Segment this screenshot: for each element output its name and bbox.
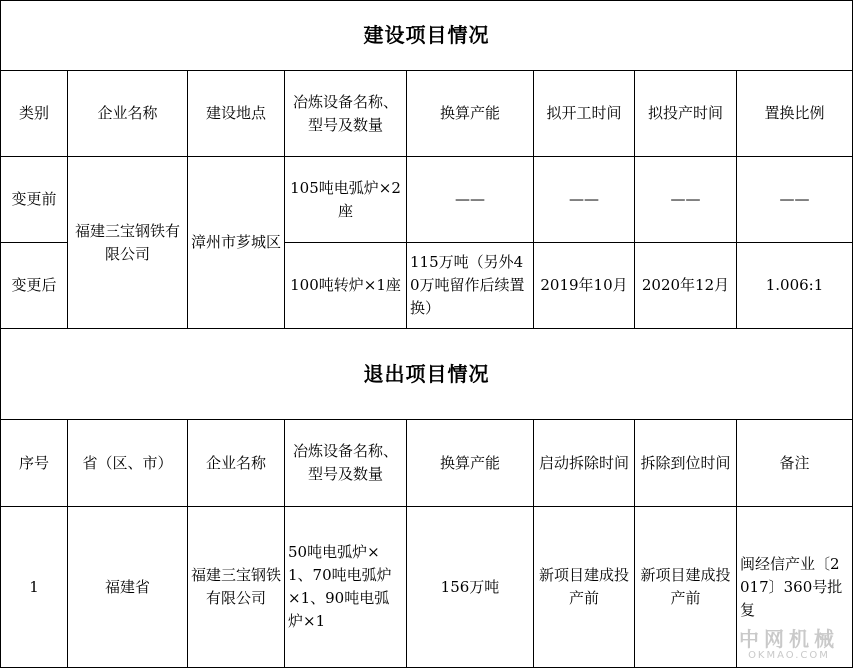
header-exit-capacity: 换算产能 — [407, 420, 534, 507]
header-demolition-start: 启动拆除时间 — [534, 420, 635, 507]
after-capacity: 115万吨（另外40万吨留作后续置换） — [407, 243, 534, 329]
header-province: 省（区、市） — [68, 420, 188, 507]
header-exit-equipment: 冶炼设备名称、型号及数量 — [285, 420, 407, 507]
exit-title-row — [1, 329, 853, 420]
exit-province: 福建省 — [68, 507, 188, 668]
construction-location: 漳州市芗城区 — [188, 157, 285, 329]
before-label: 变更前 — [1, 157, 68, 243]
after-production-time: 2020年12月 — [635, 243, 737, 329]
after-ratio: 1.006:1 — [737, 243, 853, 329]
header-demolition-done: 拆除到位时间 — [635, 420, 737, 507]
watermark-en: OKMAO.COM — [748, 650, 830, 661]
after-equipment: 100吨转炉×1座 — [285, 243, 407, 329]
header-category: 类别 — [1, 71, 68, 157]
watermark-cn: 中网机械 — [739, 627, 839, 651]
header-index: 序号 — [1, 420, 68, 507]
exit-company: 福建三宝钢铁有限公司 — [188, 507, 285, 668]
header-remark: 备注 — [737, 420, 853, 507]
after-start-time: 2019年10月 — [534, 243, 635, 329]
exit-index: 1 — [1, 507, 68, 668]
exit-demolition-done: 新项目建成投产前 — [635, 507, 737, 668]
exit-remark: 闽经信产业〔2017〕360号批复 — [737, 507, 853, 668]
exit-demolition-start: 新项目建成投产前 — [534, 507, 635, 668]
watermark-logo — [739, 628, 839, 662]
construction-section-title: 建设项目情况 — [1, 1, 853, 71]
before-equipment: 105吨电弧炉×2座 — [285, 157, 407, 243]
header-replacement-ratio: 置换比例 — [737, 71, 853, 157]
header-equipment: 冶炼设备名称、型号及数量 — [285, 71, 407, 157]
exit-equipment: 50吨电弧炉×1、70吨电弧炉×1、90吨电弧炉×1 — [285, 507, 407, 668]
before-capacity: —— — [407, 157, 534, 243]
before-start-time: —— — [534, 157, 635, 243]
header-start-time: 拟开工时间 — [534, 71, 635, 157]
before-ratio: —— — [737, 157, 853, 243]
header-production-time: 拟投产时间 — [635, 71, 737, 157]
exit-header-row — [1, 420, 853, 507]
header-capacity: 换算产能 — [407, 71, 534, 157]
header-company: 企业名称 — [68, 71, 188, 157]
exit-capacity: 156万吨 — [407, 507, 534, 668]
before-production-time: —— — [635, 157, 737, 243]
exit-row — [1, 507, 853, 668]
exit-section-title: 退出项目情况 — [1, 329, 853, 420]
header-location: 建设地点 — [188, 71, 285, 157]
construction-header-row — [1, 71, 853, 157]
construction-title-row — [1, 1, 853, 71]
after-label: 变更后 — [1, 243, 68, 329]
construction-company: 福建三宝钢铁有限公司 — [68, 157, 188, 329]
before-change-row — [1, 157, 853, 243]
header-exit-company: 企业名称 — [188, 420, 285, 507]
